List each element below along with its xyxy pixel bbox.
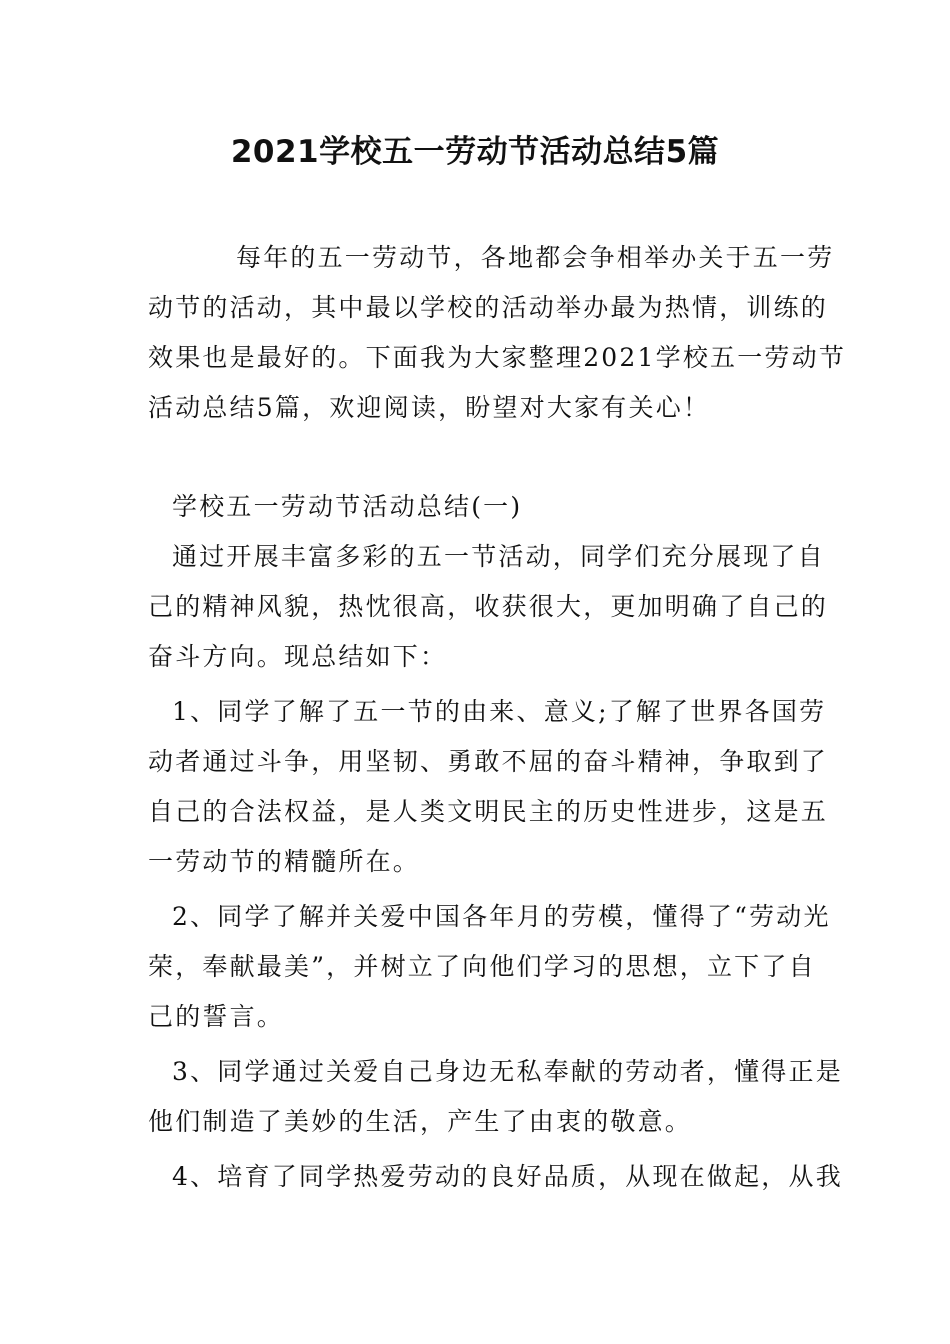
paragraph-line: 己的精神风貌，热忱很高，收获很大，更加明确了自己的 [148, 592, 829, 621]
paragraph-line: 己的誓言。 [148, 1002, 285, 1031]
paragraph-line: 他们制造了美妙的生活，产生了由衷的敬意。 [148, 1107, 693, 1136]
intro-line: 动节的活动，其中最以学校的活动举办最为热情，训练的 [148, 293, 829, 322]
paragraph-line: 3、同学通过关爱自己身边无私奉献的劳动者，懂得正是 [172, 1057, 843, 1086]
paragraph [148, 892, 831, 1042]
paragraph [148, 1047, 843, 1147]
paragraph [148, 532, 829, 682]
paragraph-line: 动者通过斗争，用坚韧、勇敢不屈的奋斗精神，争取到了 [148, 747, 829, 776]
intro-line: 效果也是最好的。下面我为大家整理2021学校五一劳动节 [148, 343, 847, 372]
paragraph-line: 通过开展丰富多彩的五一节活动，同学们充分展现了自 [172, 542, 825, 571]
paragraph-line: 2、同学了解并关爱中国各年月的劳模，懂得了“劳动光 [172, 902, 831, 931]
document-title: 2021学校五一劳动节活动总结5篇 [230, 134, 720, 170]
paragraph-line: 一劳动节的精髓所在。 [148, 847, 421, 876]
section-body [148, 482, 843, 1202]
section-heading: 学校五一劳动节活动总结(一) [172, 492, 523, 521]
intro-paragraph [148, 233, 847, 433]
paragraph-line: 奋斗方向。现总结如下： [148, 642, 448, 671]
paragraph [148, 687, 829, 887]
intro-line: 每年的五一劳动节，各地都会争相举办关于五一劳 [236, 243, 835, 272]
intro-line: 活动总结5篇，欢迎阅读，盼望对大家有关心！ [148, 393, 711, 422]
paragraph-line: 1、同学了解了五一节的由来、意义;了解了世界各国劳 [172, 697, 827, 726]
paragraph-line: 4、培育了同学热爱劳动的良好品质，从现在做起，从我 [172, 1162, 843, 1191]
paragraph [148, 1152, 843, 1202]
paragraph-line: 自己的合法权益，是人类文明民主的历史性进步，这是五 [148, 797, 829, 826]
paragraph-line: 荣，奉献最美”，并树立了向他们学习的思想，立下了自 [148, 952, 816, 981]
